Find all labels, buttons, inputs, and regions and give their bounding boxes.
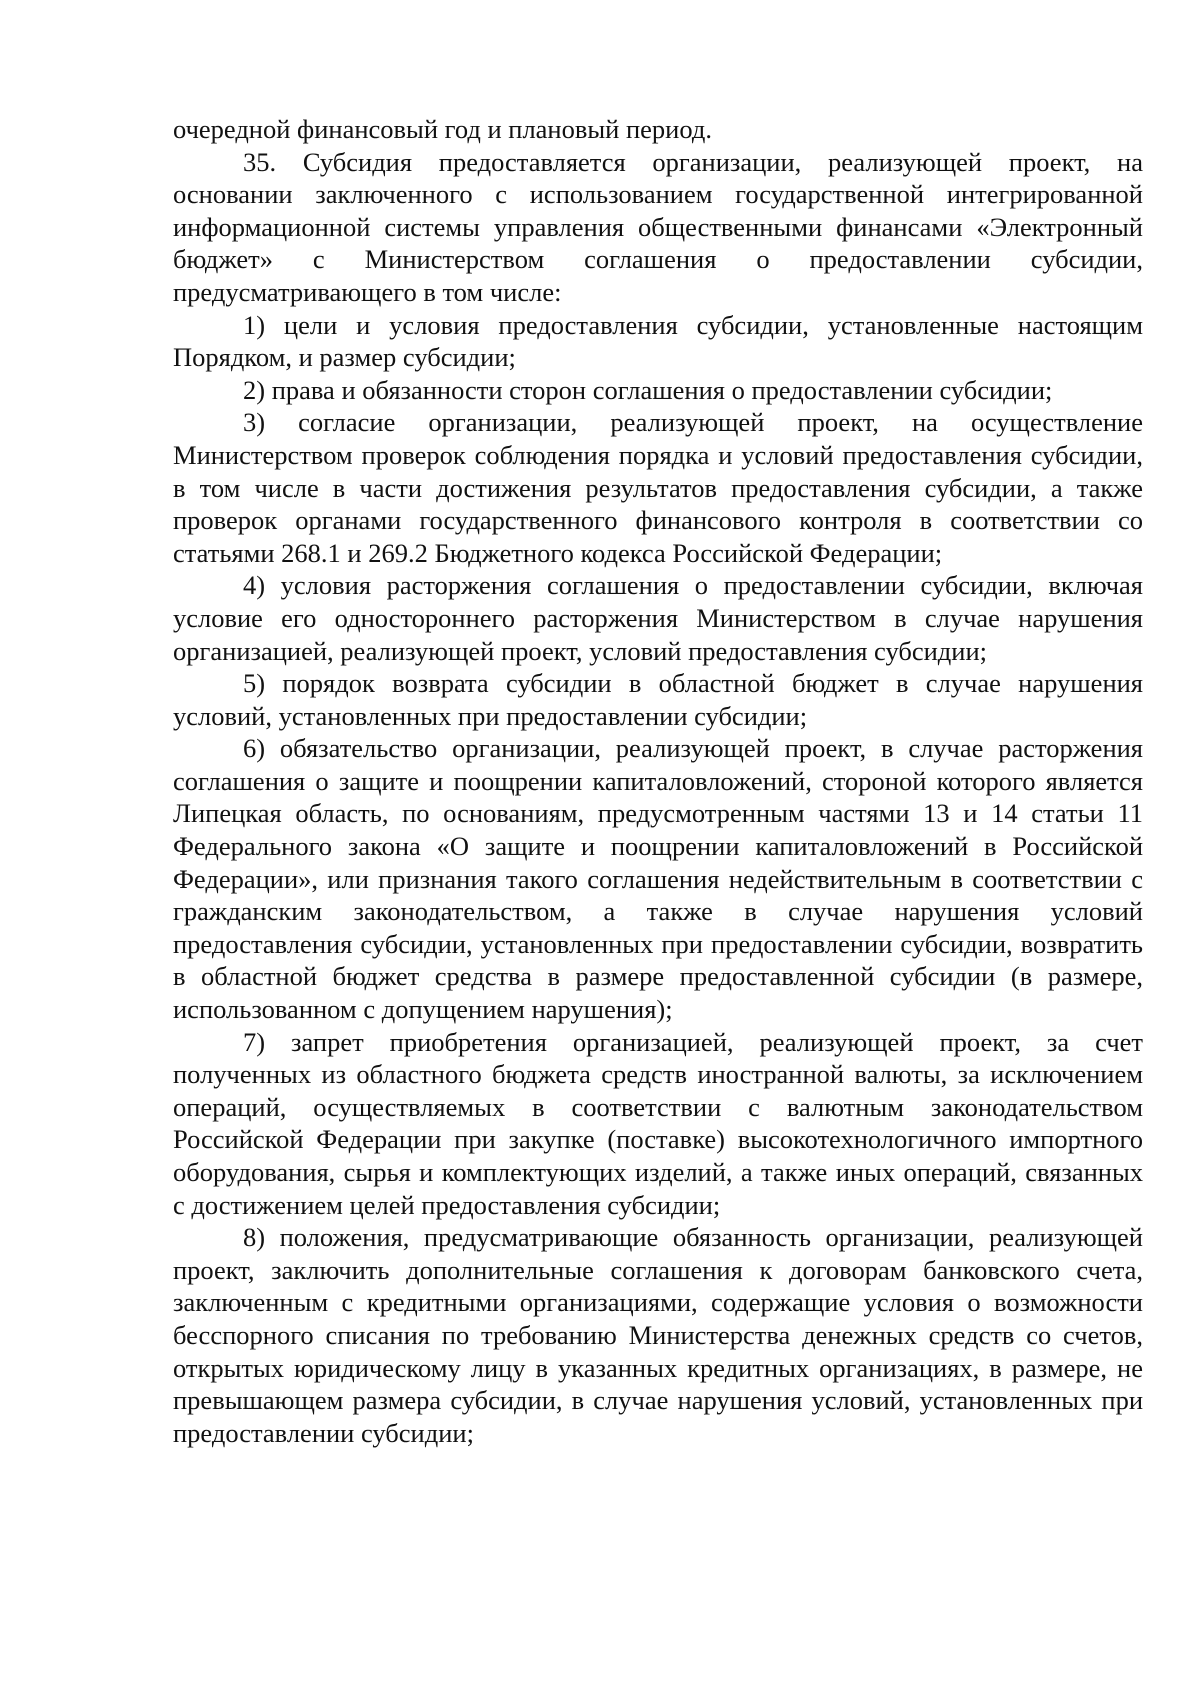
paragraph-continuation: очередной финансовый год и плановый период. bbox=[173, 114, 712, 144]
paragraph-subitem-6: 6) обязательство организации, реализующей проект, в случае расторжения соглашения о защите и поощрении капиталовложений, стороной которого является Липецкая область, по основаниям, предусмотренным частями 13 и 14 статьи 11 Федерального закона «О защите и поощрении капиталовложений в Российской Федерации», или признания такого соглашения недействительным в соответствии с гражданским законодательством, а также в случае нарушения условий предоставления субсидии, установленных при предоставлении субсидии, возвратить в областной бюджет средства в размере предоставленной субсидии (в размере, использованном с допущением нарушения); bbox=[173, 733, 1143, 1025]
paragraph-subitem-2: 2) права и обязанности сторон соглашения о предоставлении субсидии; bbox=[243, 374, 1053, 405]
paragraph-subitem-3: 3) согласие организации, реализующей проект, на осуществление Министерством проверок соблюдения порядка и условий предоставления субсидии, в том числе в части достижения результатов предоставления субсидии, а также проверок органами государственного финансового контроля в соответствии со статьями 268.1 и 269.2 Бюджетного кодекса Российской Федерации; bbox=[173, 407, 1143, 568]
paragraph-subitem-5: 5) порядок возврата субсидии в областной бюджет в случае нарушения условий, установленных при предоставлении субсидии; bbox=[173, 668, 1143, 731]
paragraph-subitem-4: 4) условия расторжения соглашения о предоставлении субсидии, включая условие его одностороннего расторжения Министерством в случае нарушения организацией, реализующей проект, условий предоставления субсидии; bbox=[173, 570, 1143, 666]
document-body bbox=[173, 113, 1143, 1449]
paragraph-subitem-7: 7) запрет приобретения организацией, реализующей проект, за счет полученных из областного бюджета средств иностранной валюты, за исключением операций, осуществляемых в соответствии с валютным законодательством Российской Федерации при закупке (поставке) высокотехнологичного импортного оборудования, сырья и комплектующих изделий, а также иных операций, связанных с достижением целей предоставления субсидии; bbox=[173, 1026, 1143, 1220]
paragraph-item-35: 35. Субсидия предоставляется организации, реализующей проект, на основании заключенного с использованием государственной интегрированной информационной системы управления общественными финансами «Электронный бюджет» с Министерством соглашения о предоставлении субсидии, предусматривающего в том числе: bbox=[173, 146, 1143, 307]
paragraph-subitem-1: 1) цели и условия предоставления субсидии, установленные настоящим Порядком, и размер субсидии; bbox=[173, 309, 1143, 373]
paragraph-subitem-8: 8) положения, предусматривающие обязанность организации, реализующей проект, заключить дополнительные соглашения к договорам банковского счета, заключенным с кредитными организациями, содержащие условия о возможности бесспорного списания по требованию Министерства денежных средств со счетов, открытых юридическому лицу в указанных кредитных организациях, в размере, не превышающем размера субсидии, в случае нарушения условий, установленных при предоставлении субсидии; bbox=[173, 1222, 1143, 1448]
